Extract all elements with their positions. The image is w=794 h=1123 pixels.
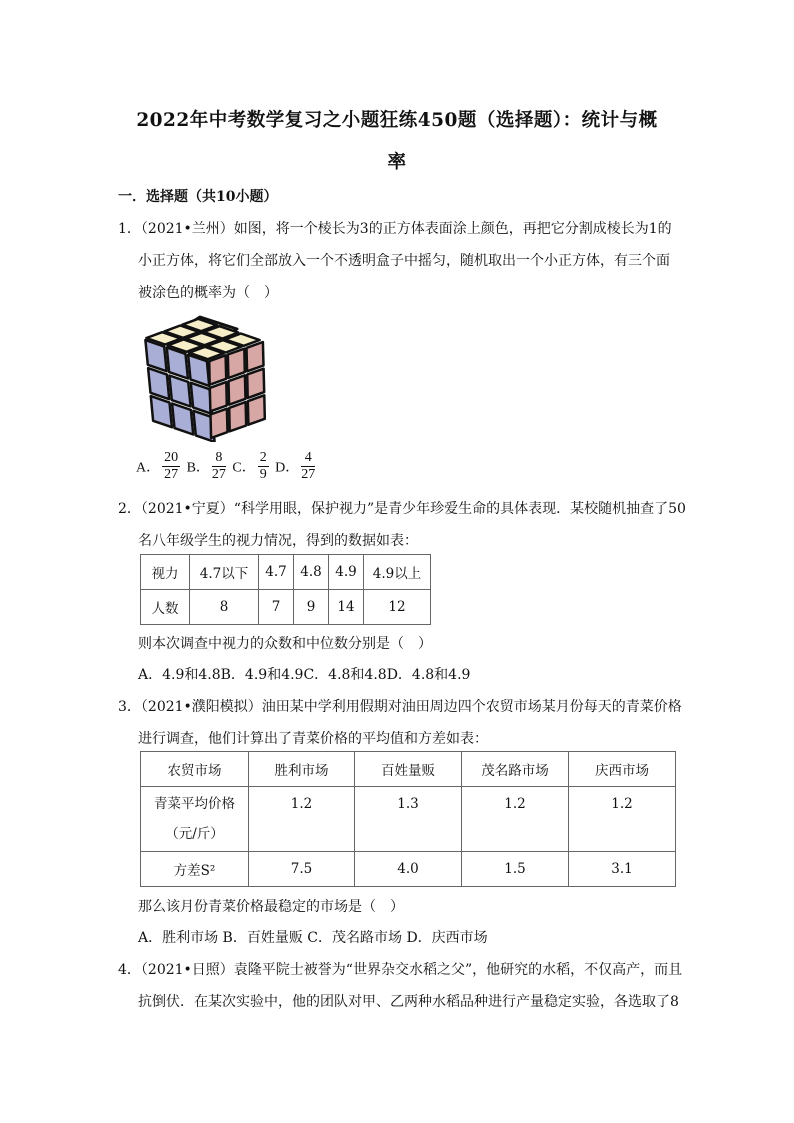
- q3-options[interactable]: A．胜利市场 B．百姓量贩 C．茂名路市场 D．庆西市场: [138, 930, 488, 946]
- q1-option-d-fraction: [301, 450, 315, 483]
- q1-line-1: 1．（2021•兰州）如图，将一个棱长为3的正方体表面涂上颜色，再把它分割成棱长为1的: [118, 221, 672, 237]
- cube-cell: [247, 342, 264, 371]
- table-cell: 9: [294, 590, 329, 625]
- section-heading: 一．选择题（共10小题）: [118, 189, 278, 205]
- table-cell: 1.2: [249, 787, 355, 852]
- cube-cell: [247, 369, 264, 398]
- document-title-line1: 2022年中考数学复习之小题狂练450题（选择题）：统计与概: [136, 110, 658, 131]
- table-cell: 3.1: [569, 852, 676, 887]
- table-cell: 4.9: [329, 555, 364, 590]
- cube-cell: [151, 396, 172, 427]
- vegetable-price-table: [140, 751, 676, 887]
- vision-table-count-row: [141, 590, 431, 625]
- q2-question: 则本次调查中视力的众数和中位数分别是（ ）: [138, 636, 432, 652]
- q1-option-a-letter[interactable]: A．: [136, 460, 161, 476]
- q4-line-1: 4．（2021•日照）袁隆平院士被誉为“世界杂交水稻之父”，他研究的水稻，不仅高产，而且: [118, 962, 683, 978]
- cube-cell: [172, 404, 193, 435]
- q1-option-d-denominator: 27: [301, 467, 316, 482]
- q1-option-b-denominator: 27: [211, 467, 226, 482]
- table-cell: 12: [364, 590, 431, 625]
- vision-table: [140, 554, 431, 625]
- q1-option-d-letter[interactable]: D．: [275, 460, 300, 476]
- cube-cell: [229, 375, 246, 404]
- table-cell: 农贸市场: [141, 752, 249, 787]
- q4-line-2: 抗倒伏．在某次实验中，他的团队对甲、乙两种水稻品种进行产量稳定实验，各选取了8: [138, 994, 679, 1010]
- price-table-average-row: [141, 787, 676, 852]
- q1-options: [136, 450, 317, 483]
- q1-option-c-fraction: [258, 450, 269, 483]
- q3-question: 那么该月份青菜价格最稳定的市场是（ ）: [138, 899, 404, 915]
- q1-option-d-numerator: 4: [301, 450, 315, 467]
- q1-option-a-fraction: [162, 450, 180, 483]
- price-table-header-row: [141, 752, 676, 787]
- cube-cell: [228, 349, 245, 378]
- table-cell: 14: [329, 590, 364, 625]
- cube-cell: [211, 409, 228, 438]
- table-cell: 方差S²: [141, 852, 249, 887]
- q2-line-1: 2．（2021•宁夏）“科学用眼，保护视力”是青少年珍爱生命的具体表现．某校随机抽查了50: [118, 501, 686, 517]
- q1-line-3: 被涂色的概率为（ ）: [138, 285, 278, 301]
- table-cell: 8: [190, 590, 259, 625]
- q3-line-1: 3．（2021•濮阳模拟）油田某中学利用假期对油田周边四个农贸市场某月份每天的青菜价格: [118, 699, 682, 715]
- q2-options[interactable]: A．4.9和4.8B．4.9和4.9C．4.8和4.8D．4.8和4.9: [138, 667, 471, 683]
- cube-cell: [169, 376, 190, 407]
- table-cell: 1.2: [462, 787, 569, 852]
- document-title-line2: 率: [387, 152, 407, 173]
- cube-cell: [248, 395, 265, 424]
- q1-line-2: 小正方体，将它们全部放入一个不透明盒子中摇匀，随机取出一个小正方体，有三个面: [138, 253, 670, 269]
- table-cell: 4.7: [259, 555, 294, 590]
- cube-cell: [148, 368, 169, 399]
- table-cell: 7: [259, 590, 294, 625]
- q1-option-b-fraction: [212, 450, 226, 483]
- table-cell: 人数: [141, 590, 190, 625]
- table-cell: 庆西市场: [569, 752, 676, 787]
- table-cell: 百姓量贩: [355, 752, 462, 787]
- rubiks-cube-figure: [140, 312, 270, 442]
- table-cell: 1.3: [355, 787, 462, 852]
- table-cell: 1.2: [569, 787, 676, 852]
- q1-option-c-numerator: 2: [259, 450, 267, 465]
- q1-option-c-denominator: 9: [259, 467, 267, 482]
- vision-table-header-row: [141, 555, 431, 590]
- cube-cell: [209, 355, 226, 384]
- q2-line-2: 名八年级学生的视力情况，得到的数据如表：: [138, 533, 418, 549]
- table-cell: 茂名路市场: [462, 752, 569, 787]
- table-cell: 4.0: [355, 852, 462, 887]
- table-cell: 胜利市场: [249, 752, 355, 787]
- table-cell: 1.5: [462, 852, 569, 887]
- price-table-variance-row: [141, 852, 676, 887]
- average-price-unit: （元/斤）: [165, 826, 224, 842]
- average-price-label: 青菜平均价格: [154, 796, 235, 812]
- table-cell: 4.7以下: [190, 555, 259, 590]
- q1-option-a-denominator: 27: [164, 467, 179, 482]
- table-cell: [141, 787, 249, 852]
- table-cell: 4.9以上: [364, 555, 431, 590]
- table-cell: 4.8: [294, 555, 329, 590]
- q1-option-a-numerator: 20: [164, 450, 179, 465]
- q1-option-b-letter[interactable]: B．: [186, 460, 210, 476]
- q3-line-2: 进行调查，他们计算出了青菜价格的平均值和方差如表：: [138, 731, 488, 747]
- cube-cell: [210, 382, 227, 411]
- table-cell: 视力: [141, 555, 190, 590]
- q1-option-b-numerator: 8: [212, 450, 226, 467]
- table-cell: 7.5: [249, 852, 355, 887]
- q1-option-c-letter[interactable]: C．: [232, 460, 256, 476]
- cube-cell: [229, 402, 246, 431]
